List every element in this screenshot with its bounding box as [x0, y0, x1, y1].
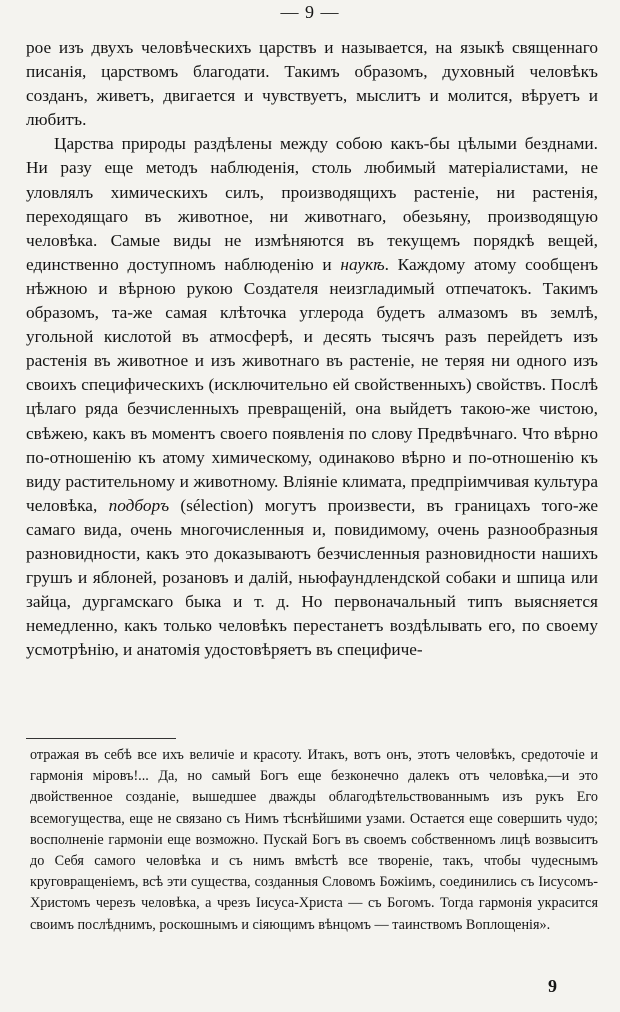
footnote [30, 745, 598, 936]
paragraph-kingdoms-of-nature [26, 132, 598, 662]
paragraph-text-part-3: (sélection) могутъ произвести, въ границахъ того-же самаго вида, очень многочисленныя и, повидимому, очень разнообразныя разновидности, какъ это доказываютъ безчисленныя разновидности нашихъ грушъ и яблоней, розановъ и далій, ньюфаундлендской собаки и шпица или зайца, дургамскаго быка и т. д. Но первоначальный типъ выясняется немедленно, какъ только человѣкъ перестанетъ воздѣлывать его, по своему усмотрѣнію, и анатомія удостовѣряетъ въ специфиче- [26, 495, 598, 660]
footnote-divider [26, 738, 176, 739]
italic-term-selection: подборъ [108, 495, 170, 515]
paragraph-text-part-1: Царства природы раздѣлены между собою какъ-бы цѣлыми безднами. Ни разу еще методъ наблюденія, столь любимый матеріалистами, не уловлялъ химическихъ силъ, производящихъ растеніе, ни растенія, переходящаго въ животное, ни животнаго, обезьяну, производящую человѣка. Самые виды не измѣняются въ текущемъ порядкѣ вещей, единственно доступномъ наблюденію и [26, 134, 598, 274]
paragraph-continuation: рое изъ двухъ человѣческихъ царствъ и называется, на языкѣ священнаго писанія, царствомъ благодати. Такимъ образомъ, духовный человѣкъ созданъ, живетъ, двигается и чувствуетъ, мыслитъ и молится, вѣруетъ и любитъ. [26, 38, 598, 130]
folio-number: 9 [548, 976, 557, 996]
footnote-text: отражая въ себѣ все ихъ величіе и красоту. Итакъ, вотъ онъ, этотъ человѣкъ, средоточіе и гармонія міровъ!... Да, но самый Богъ еще безконечно далекъ отъ человѣка,—и это двойственное созданіе, вышедшее дважды облагодѣтельствованнымъ изъ рукъ Его всемогущества, еще не связано съ Нимъ тѣснѣйшими узами. Остается еще совершить чудо; восполненіе гармоніи еще возможно. Пускай Богъ въ своемъ собственномъ лицѣ возвыситъ до Себя самого человѣка и съ нимъ вмѣстѣ все твореніе, такъ, чтобы чудеснымъ круговращеніемъ, всѣ эти существа, созданныя Словомъ Божіимъ, соединились съ Іисусомъ-Христомъ черезъ человѣка, а чрезъ Іисуса-Христа — съ Богомъ. Тогда гармонія украсится своимъ послѣднимъ, роскошнымъ и сіяющимъ вѣнцомъ — таинствомъ Воплощенія». [30, 747, 598, 933]
italic-term-science: наукѣ [340, 254, 385, 274]
paragraph-text-part-2: . Каждому атому сообщенъ нѣжною и вѣрною рукою Создателя неизгладимый отпечатокъ. Такимъ образомъ, та-же самая клѣточка углерода будетъ алмазомъ въ землѣ, угольной кислотой въ атмосферѣ, и десять тысячъ разъ перейдетъ изъ растенія въ животное и изъ животнаго въ растеніе, не теряя ни одного изъ своихъ специфическихъ (исключительно ей свойственныхъ) свойствъ. Послѣ цѣлаго ряда безчисленныхъ превращеній, она выйдетъ такою-же чистою, свѣжею, какъ въ моментъ своего появленія по слову Предвѣчнаго. Что вѣрно по-отношенію къ атому химическому, одинаково вѣрно и по-отношенію къ виду растительному и животному. Вліяніе климата, предпріимчивая культура человѣка, [26, 254, 599, 515]
page-number-header: — 9 — [280, 2, 340, 22]
main-text [26, 36, 598, 662]
